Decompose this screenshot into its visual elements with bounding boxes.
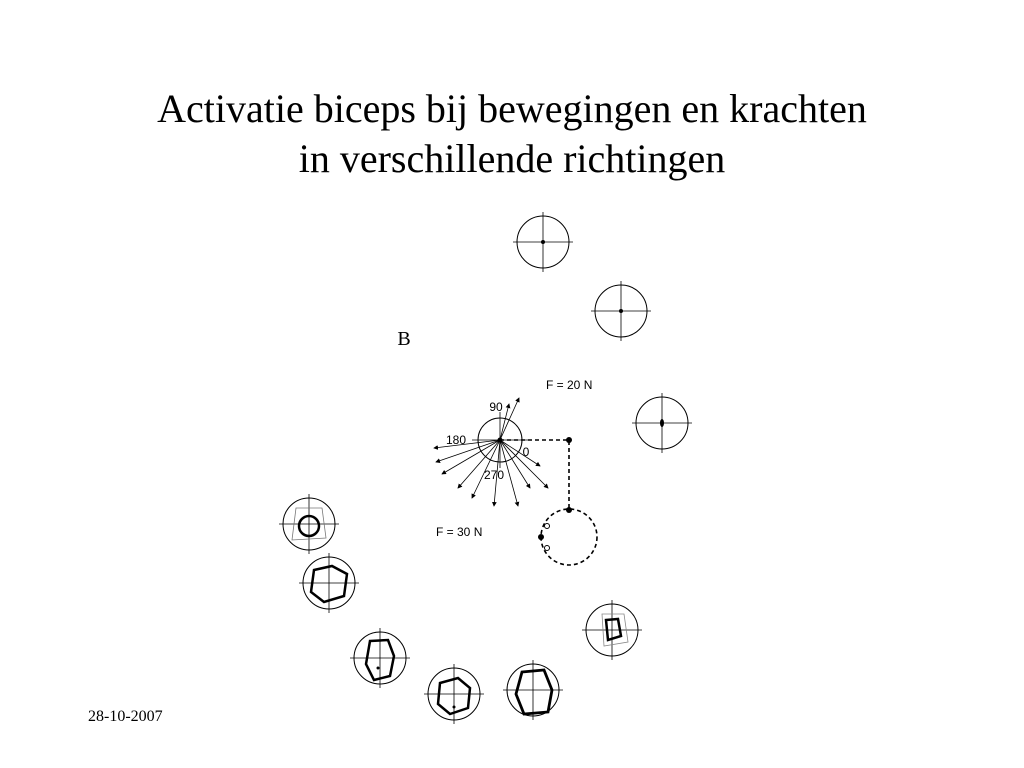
polar-plot-bottom-3 xyxy=(503,660,563,720)
angle-label-180: 180 xyxy=(445,433,467,447)
force-direction-rosette xyxy=(434,398,548,506)
polar-plot-left-2 xyxy=(299,553,359,613)
angle-label-0: 0 xyxy=(522,445,530,459)
polar-plot-bottom-1 xyxy=(350,628,410,688)
polar-plot-left-1 xyxy=(279,494,339,554)
panel-label-b: B xyxy=(397,328,411,350)
polar-plot-upper-right xyxy=(591,281,651,341)
title-line-2: in verschillende richtingen xyxy=(298,136,726,181)
polar-plot-bottom-2 xyxy=(424,664,484,724)
polar-plot-top xyxy=(513,212,573,272)
force-label-30n: F = 30 N xyxy=(436,525,483,539)
angle-label-90: 90 xyxy=(489,400,503,414)
polar-plot-lower-right xyxy=(582,600,642,660)
force-label-20n: F = 20 N xyxy=(546,378,593,392)
polar-plot-right xyxy=(632,393,692,453)
slide-date: 28-10-2007 xyxy=(88,708,163,725)
title-line-1: Activatie biceps bij bewegingen en krachten xyxy=(157,86,867,131)
angle-label-270: 270 xyxy=(483,468,505,482)
